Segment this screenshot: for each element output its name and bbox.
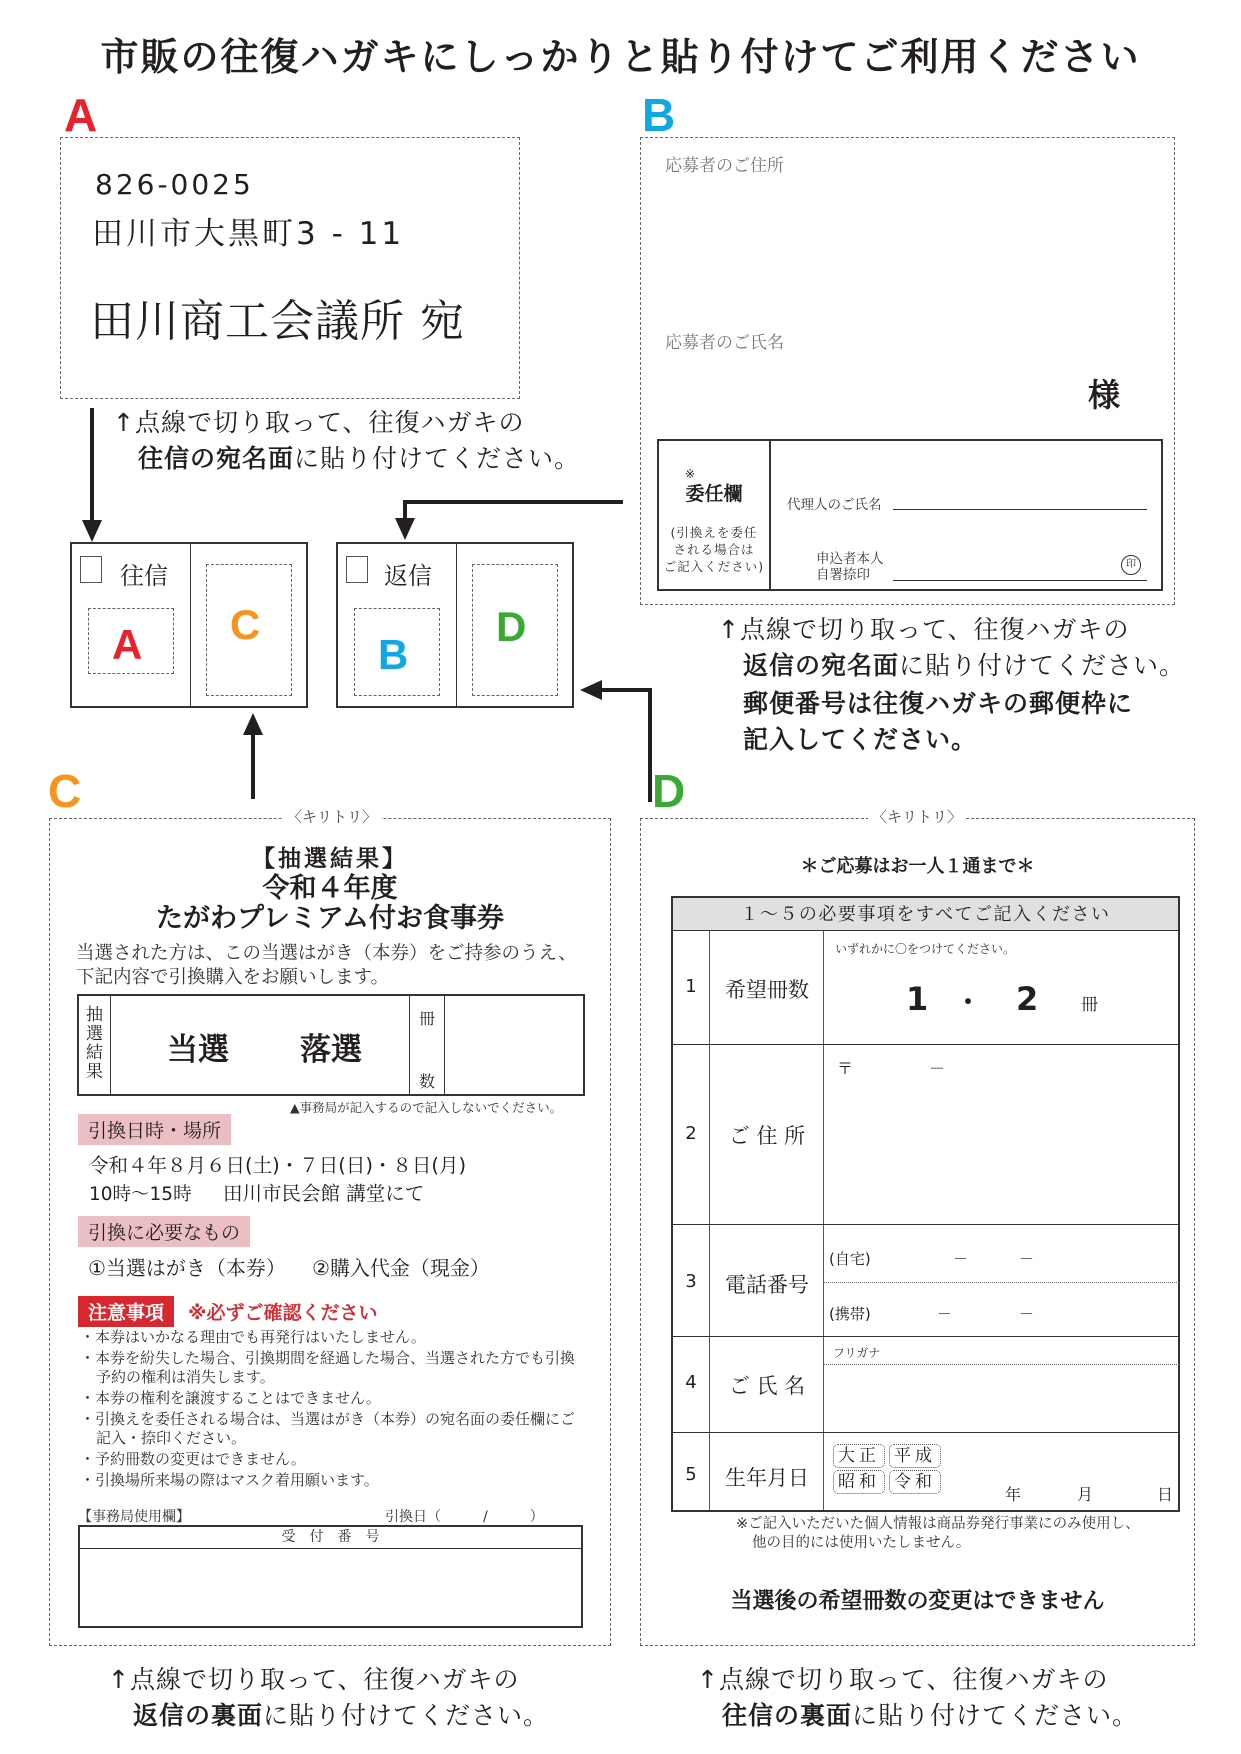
instruction-line: ↑点線で切り取って、往復ハガキの [113,408,525,437]
phone-dash: － [1019,1250,1035,1268]
delegation-box [657,439,1163,591]
caution-item: ・本券を紛失した場合、引換期間を経過した場合、当選された方でも引換予約の権利は消失します。 [80,1349,576,1386]
exchange-heading: 引換日時・場所 [78,1114,231,1145]
reply-card-diagram [336,542,574,708]
intro-text: 当選された方は、この当選はがき（本券）をご持参のうえ、 [76,943,577,964]
row-label: 希望冊数 [725,978,809,1002]
applicant-label: 自署捺印 [816,567,870,583]
exchange-date: 令和４年８月６日(土)・７日(日)・８日(月) [89,1154,467,1177]
note-mark: ※ [685,467,696,481]
mobile-phone-label: (携帯) [829,1305,871,1323]
cut-here-label: 〈キリトリ〉 [283,806,381,827]
card-fold [190,544,191,706]
row-number: 5 [685,1464,697,1485]
slot-a-letter: A [112,621,143,668]
result-label-char: 選 [86,1024,103,1044]
need-item: ②購入代金（現金） [312,1256,490,1280]
outgoing-card-diagram [70,542,308,708]
caution-subheading: ※必ずご確認ください [188,1302,378,1324]
address-field[interactable] [825,1068,1179,1218]
choice-two[interactable]: 2 [1016,980,1039,1018]
month-label: 月 [1077,1485,1094,1504]
delegation-sub: (引換えを委任 [670,525,758,540]
result-table [77,994,585,1096]
section-letter-b: B [642,89,676,141]
phone-dash: － [937,1305,953,1323]
page-title: 市販の往復ハガキにしっかりと貼り付けてご利用ください [100,35,1141,79]
caution-item: ・本券の権利を譲渡することはできません。 [80,1389,381,1407]
phone-dash: － [953,1250,969,1268]
privacy-note: 他の目的には使用いたしません。 [752,1535,971,1551]
furigana-divider [824,1364,1179,1365]
row-label: 電話番号 [725,1273,809,1297]
postal-code: 826-0025 [95,168,254,201]
applicant-signature-field[interactable] [893,580,1147,581]
instruction-line: ↑点線で切り取って、往復ハガキの [108,1665,520,1694]
caution-item: ・引換えを委任される場合は、当選はがき（本券）の宛名面の委任欄にご記入・捺印ください。 [80,1410,576,1447]
row-number: 4 [685,1372,697,1393]
instruction-rest: に貼り付けてください。 [294,444,581,473]
delegation-sub: される場合は [673,542,755,557]
row-number: 3 [685,1271,697,1292]
instruction-emphasis: 返信の裏面 [133,1701,264,1730]
no-change-note: 当選後の希望冊数の変更はできません [730,1589,1105,1614]
result-lose: 落選 [300,1032,362,1068]
caution-item: ・予約冊数の変更はできません。 [80,1450,306,1468]
applicant-name-label: 応募者のご氏名 [665,333,784,353]
year-label: 年 [1005,1485,1022,1504]
result-win: 当選 [167,1032,229,1068]
instruction-line: ↑点線で切り取って、往復ハガキの [718,615,1130,644]
delegation-header [659,441,771,589]
caution-item: ・本券はいかなる理由でも再発行はいたしません。 [80,1328,426,1346]
instruction-emphasis: 往信の宛名面 [138,444,295,473]
card-fold [456,544,457,706]
slot-b-letter: B [378,631,409,678]
section-letter-c: C [48,765,82,817]
row-label: ご 氏 名 [728,1374,806,1398]
applicant-label: 申込者本人 [816,551,884,567]
postal-mark: 〒 [837,1059,854,1078]
lottery-header: 【抽選結果】 [252,846,408,872]
cut-here-label: 〈キリトリ〉 [868,806,966,827]
exchange-time: 10時〜15時 [89,1184,192,1205]
seal-icon: 印 [1121,555,1141,575]
reply-label: 返信 [384,562,432,590]
agent-name-field[interactable] [893,509,1147,510]
one-per-person-note: ＊ご応募はお一人１通まで＊ [800,856,1035,877]
section-letter-d: D [652,765,686,817]
application-form-table [671,896,1180,1512]
era-showa[interactable]: 昭和 [833,1470,885,1494]
choice-one[interactable]: 1 [906,980,929,1018]
postal-dash: － [929,1059,946,1078]
agent-name-label: 代理人のご氏名 [787,497,882,513]
circle-hint: いずれかに〇をつけてください。 [835,942,1016,956]
delegation-sub: ご記入ください) [663,559,765,574]
exchange-day-field: 引換日（ / ） [385,1509,544,1525]
instruction-emphasis: 往信の裏面 [722,1701,853,1730]
need-item: ①当選はがき（本券） [88,1256,286,1280]
phone-dash: － [1019,1305,1035,1323]
home-phone-label: (自宅) [829,1250,871,1268]
honorific: 様 [1088,376,1121,414]
outgoing-label: 往信 [120,562,168,590]
slot-c-letter: C [230,601,261,648]
ticket-title: たがわプレミアム付お食事券 [155,903,505,934]
instruction-rest: に貼り付けてください。 [263,1701,550,1730]
era-taisho[interactable]: 大正 [833,1444,885,1468]
choice-separator: ・ [955,988,982,1018]
caution-list [80,1328,580,1492]
era-heisei[interactable]: 平成 [889,1444,941,1468]
table-header: １～５の必要事項をすべてご記入ください [673,898,1178,931]
section-d-instruction [697,1662,1138,1734]
phone-divider [824,1282,1179,1283]
slot-d-letter: D [496,603,527,650]
privacy-note: ※ご記入いただいた個人情報は商品券発行事業にのみ使用し、 [736,1516,1140,1532]
row-number: 1 [685,976,697,997]
office-fill-note: ▲事務局が記入するので記入しないでください。 [290,1100,563,1115]
furigana-label: フリガナ [833,1346,881,1360]
applicant-address-label: 応募者のご住所 [665,156,784,176]
needs-heading: 引換に必要なもの [78,1216,250,1247]
section-a-instruction [113,405,580,477]
instruction-rest: に貼り付けてください。 [852,1701,1139,1730]
unit-label: 冊 [1081,995,1098,1015]
delegation-title: 委任欄 [685,483,743,505]
row-number: 2 [685,1123,697,1144]
section-c-instruction [108,1662,549,1734]
caution-item: ・引換場所来場の際はマスク着用願います。 [80,1471,379,1489]
recipient-name: 田川商工会議所 宛 [90,296,465,347]
day-label: 日 [1157,1485,1174,1504]
row-label: 生年月日 [725,1466,809,1490]
exchange-place: 田川市民会館 講堂にて [223,1182,425,1205]
office-use-label: 【事務局使用欄】 [78,1509,190,1525]
intro-text: 下記内容で引換購入をお願いします。 [76,967,390,988]
result-label-char: 結 [86,1043,103,1063]
row-label: ご 住 所 [728,1124,806,1148]
checkbox-icon [346,556,368,583]
instruction-emphasis: 返信の宛名面 [743,651,900,680]
caution-heading: 注意事項 [78,1296,174,1327]
postal-instruction: 記入してください。 [743,725,978,754]
checkbox-icon [80,556,102,583]
instruction-rest: に貼り付けてください。 [899,651,1186,680]
result-label-char: 果 [86,1062,103,1082]
count-label: 冊 [418,1009,435,1028]
result-label-char: 抽 [86,1005,103,1025]
count-label: 数 [418,1072,435,1091]
era-reiwa[interactable]: 令和 [889,1470,941,1494]
instruction-line: ↑点線で切り取って、往復ハガキの [697,1665,1109,1694]
section-letter-a: A [64,89,98,141]
receipt-number-label: 受 付 番 号 [80,1527,581,1549]
receipt-number-box [78,1525,583,1628]
postal-instruction: 郵便番号は往復ハガキの郵便枠に [743,689,1134,718]
recipient-address: 田川市大黒町3 - 11 [92,216,405,252]
section-b-instruction [718,612,1185,758]
ticket-year: 令和４年度 [262,873,398,904]
